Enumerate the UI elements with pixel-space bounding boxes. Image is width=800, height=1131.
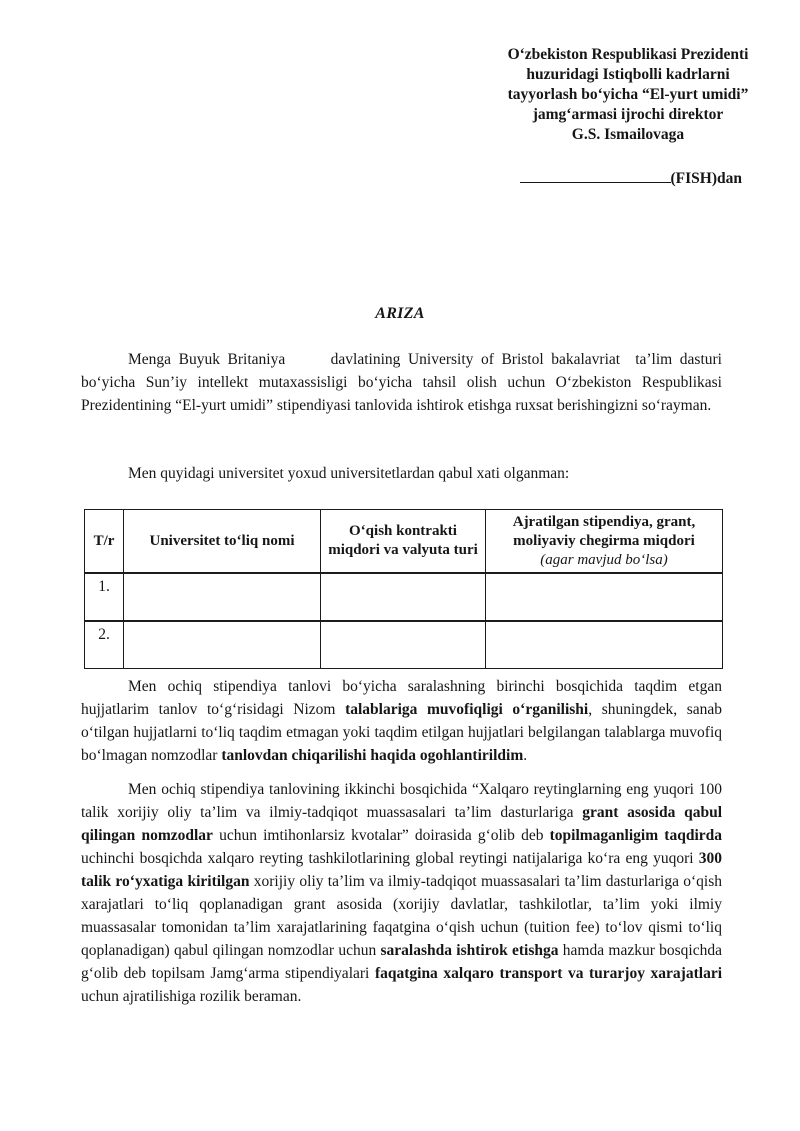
universities-table <box>84 509 723 669</box>
fish-label: (FISH)dan <box>670 170 742 187</box>
paragraph-universities-intro: Men quyidagi universitet yoxud universitetlardan qabul xati olganman: <box>128 465 570 482</box>
cell-university-name <box>124 573 321 621</box>
recipient-line: jamg‘armasi ijrochi direktor <box>532 106 724 123</box>
table-header-row <box>85 510 723 574</box>
paragraph-first-stage-warning: Men ochiq stipendiya tanlovi bo‘yicha saralashning birinchi bosqichida taqdim etgan hujjatlarim tanlov to‘g‘risidagi Nizom talablariga muvofiqligi o‘rganilishi, shuningdek, sanab o‘tilgan hujjatlarni to‘liq taqdim etmagan yoki taqdim etilgan hujjatlari belgilangan talablarga muvofiq bo‘lmagan nomzodlar tanlovdan chiqarilishi haqida ogohlantirildim. <box>81 678 722 764</box>
recipient-line: G.S. Ismailovaga <box>571 126 685 143</box>
table-row <box>85 573 723 621</box>
row-number: 1. <box>85 573 124 621</box>
cell-grant-amount <box>486 621 723 669</box>
recipient-block <box>480 45 776 145</box>
paragraph-second-stage-consent: Men ochiq stipendiya tanlovining ikkinchi bosqichida “Xalqaro reytinglarning eng yuqori 100 talik xorijiy oliy ta’lim va ilmiy-tadqiqot muassasalari ta’lim dasturlariga grant asosida qabul qilingan nomzodlar uchun imtihonlarsiz kvotalar” doirasida g‘olib deb topilmaganligim taqdirda uchinchi bosqichda xalqaro reyting tashkilotlarining global reytingi natijalariga ko‘ra eng yuqori 300 talik ro‘yxatiga kiritilgan xorijiy oliy ta’lim va ilmiy-tadqiqot muassasalari ta’lim dasturlariga o‘qish xarajatlari to‘liq qoplanadigan grant asosida (xorijiy davlatlar, tashkilotlar, ta’lim yoki ilmiy muassasalar tomonidan ta’lim xarajatlarining faqatgina o‘qish uchun (tuition fee) to‘lov qismi to‘liq qoplanadigan) qabul qilingan nomzodlar uchun saralashda ishtirok etishga hamda mazkur bosqichda g‘olib deb topilsam Jamg‘arma stipendiyalari faqatgina xalqaro transport va turarjoy xarajatlari uchun ajratilishiga rozilik beraman. <box>81 781 723 1005</box>
blank-fill-line <box>520 169 671 183</box>
row-number: 2. <box>85 621 124 669</box>
sender-line <box>520 169 743 189</box>
cell-contract-amount <box>321 621 486 669</box>
header-grant-amount-main: Ajratilgan stipendiya, grant, moliyaviy chegirma miqdori <box>512 513 696 549</box>
header-grant-amount <box>486 510 723 574</box>
header-tr: T/r <box>85 510 124 574</box>
document-title: ARIZA <box>375 305 425 322</box>
table-row <box>85 621 723 669</box>
recipient-line: O‘zbekiston Respublikasi Prezidenti <box>507 46 749 63</box>
cell-grant-amount <box>486 573 723 621</box>
cell-contract-amount <box>321 573 486 621</box>
cell-university-name <box>124 621 321 669</box>
recipient-line: huzuridagi Istiqbolli kadrlarni <box>526 66 730 83</box>
header-grant-amount-note: (agar mavjud bo‘lsa) <box>540 551 668 568</box>
paragraph-request: Menga Buyuk Britaniya davlatining University of Bristol bakalavriat ta’lim dasturi bo‘yicha Sun’iy intellekt mutaxassisligi bo‘yicha tahsil olish uchun O‘zbekiston Respublikasi Prezidentining “El-yurt umidi” stipendiyasi tanlovida ishtirok etishga ruxsat berishingizni so‘rayman. <box>81 351 722 414</box>
header-university-name: Universitet to‘liq nomi <box>124 510 321 574</box>
recipient-line: tayyorlash bo‘yicha “El-yurt umidi” <box>507 86 749 103</box>
header-contract-amount: O‘qish kontrakti miqdori va valyuta turi <box>321 510 486 574</box>
